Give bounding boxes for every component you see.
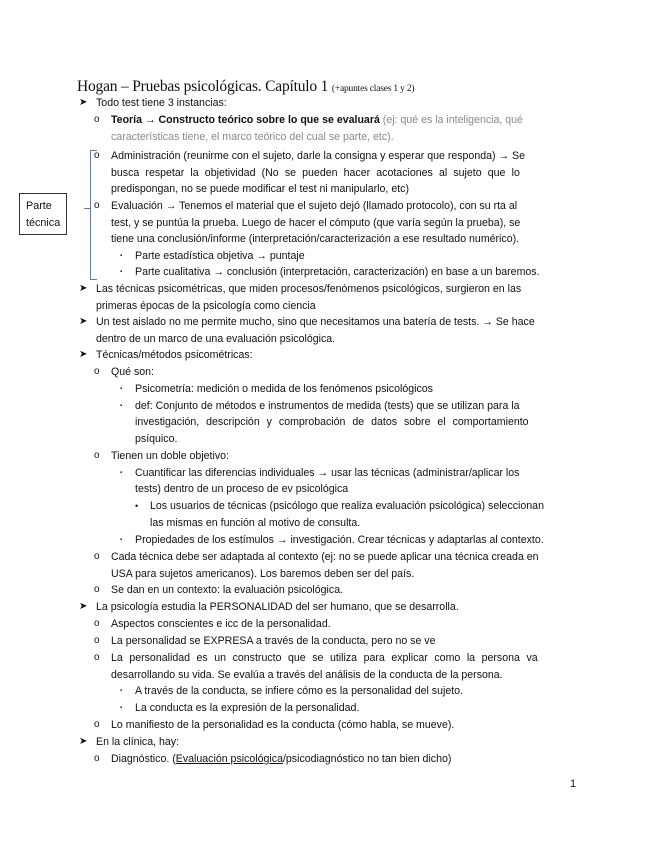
list-item-teoria (111, 112, 579, 145)
arrow-bullet-icon: ➤ (79, 97, 88, 108)
list-item: Todo test tiene 3 instancias: (96, 97, 227, 109)
list-item-cont: tests) dentro de un proceso de ev psicológica (135, 483, 349, 495)
circle-bullet-icon: o (94, 150, 100, 161)
title-main: Hogan – Pruebas psicológicas. Capítulo 1 (77, 78, 329, 95)
circle-bullet-icon: o (94, 450, 100, 461)
list-item: Propiedades de los estímulos → investigación. Crear técnicas y adaptarlas al contexto. (135, 534, 544, 546)
list-item: Se dan en un contexto: la evaluación psicológica. (111, 584, 344, 596)
list-item-cont: desarrollando su vida. Se evalúa a través del análisis de la conducta de la persona. (111, 669, 503, 681)
list-item-cont: investigación, descripción y comprobación de datos sobre el comportamiento (135, 416, 529, 428)
square-bullet-icon: ▪ (120, 705, 123, 711)
circle-bullet-icon: o (94, 551, 100, 562)
circle-bullet-icon: o (94, 719, 100, 730)
list-item-cont: primeras épocas de la psicología como ciencia (96, 300, 316, 312)
teoria-gray: (ej: qué es la inteligencia, qué (379, 114, 523, 126)
list-item: Las técnicas psicométricas, que miden procesos/fenómenos psicológicos, surgieron en las (96, 283, 522, 295)
circle-bullet-icon: o (94, 584, 100, 595)
circle-bullet-icon: o (94, 753, 100, 764)
list-item: La psicología estudia la PERSONALIDAD del ser humano, que se desarrolla. (96, 601, 459, 613)
document-title (77, 78, 414, 96)
list-item: Los usuarios de técnicas (psicólogo que realiza evaluación psicológica) seleccionan (150, 500, 544, 512)
dot-bullet-icon: • (135, 501, 139, 511)
square-bullet-icon: ▪ (120, 470, 123, 476)
circle-bullet-icon: o (94, 635, 100, 646)
list-item: En la clínica, hay: (96, 736, 180, 748)
square-bullet-icon: ▪ (120, 688, 123, 694)
arrow-bullet-icon: ➤ (79, 349, 88, 360)
list-item: Cuantificar las diferencias individuales → usar las técnicas (administrar/aplicar los (135, 467, 520, 479)
box-line-2: técnica (26, 217, 61, 229)
circle-bullet-icon: o (94, 366, 100, 377)
list-item: Lo manifiesto de la personalidad es la conducta (cómo habla, se mueve). (111, 719, 455, 731)
title-note: (+apuntes clases 1 y 2) (331, 84, 415, 94)
square-bullet-icon: ▪ (120, 386, 123, 392)
list-item: A través de la conducta, se infiere cómo es la personalidad del sujeto. (135, 685, 464, 697)
circle-bullet-icon: o (94, 200, 100, 211)
list-item-cont: busca respetar la objetividad (No se pueden hacer acotaciones al sujeto que lo (111, 167, 520, 179)
list-item: Parte cualitativa → conclusión (interpretación, caracterización) en base a un baremos. (135, 266, 540, 278)
list-item: Evaluación → Tenemos el material que el sujeto dejó (llamado protocolo), con su rta al (111, 200, 518, 212)
list-item-cont: dentro de un marco de una evaluación psicológica. (96, 333, 336, 345)
list-item: Tienen un doble objetivo: (111, 450, 229, 462)
square-bullet-icon: ▪ (120, 537, 123, 543)
list-item-cont: predispongan, no se puede modificar el test ni manipularlo, etc) (111, 183, 409, 195)
list-item: Qué son: (111, 366, 154, 378)
list-item-cont: las mismas en función al motivo de consulta. (150, 517, 361, 529)
list-item: Aspectos conscientes e icc de la personalidad. (111, 618, 331, 630)
arrow-bullet-icon: ➤ (79, 601, 88, 612)
list-item: La personalidad se EXPRESA a través de la conducta, pero no se ve (111, 635, 436, 647)
evaluacion-psicologica-underlined: Evaluación psicológica (175, 753, 283, 765)
list-item-cont: test, y se puntúa la prueba. Luego de hacer el cómputo (que varía según la prueba), se (111, 217, 521, 229)
square-bullet-icon: ▪ (120, 269, 123, 275)
list-item: Técnicas/métodos psicométricas: (96, 349, 253, 361)
circle-bullet-icon: o (94, 618, 100, 629)
page-number: 1 (570, 778, 577, 790)
list-item: def: Conjunto de métodos e instrumentos de medida (tests) que se utilizan para la (135, 400, 520, 412)
bracket-connector (90, 150, 97, 280)
list-item: Cada técnica debe ser adaptada al contexto (ej: no se puede aplicar una técnica creada en (111, 551, 539, 563)
list-item: La conducta es la expresión de la personalidad. (135, 702, 360, 714)
list-item-diagnostico (111, 751, 451, 768)
arrow-bullet-icon: ➤ (79, 316, 88, 327)
list-item-cont: USA para sujetos americanos). Los baremos deben ser del país. (111, 568, 415, 580)
list-item: Administración (reunirme con el sujeto, darle la consigna y esperar que responda) → Se (111, 150, 525, 162)
circle-bullet-icon: o (94, 652, 100, 663)
list-item: Un test aislado no me permite mucho, sino que necesitamos una batería de tests. → Se hace (96, 316, 535, 328)
teoria-gray-2: características tiene, el marco teórico del cual se parte, etc). (111, 130, 394, 143)
list-item-cont: psíquico. (135, 433, 178, 445)
square-bullet-icon: ▪ (120, 253, 123, 259)
list-item-cont: tiene una conclusión/informe (interpretación/caracterización a ese resultado numérico). (111, 233, 520, 245)
teoria-bold: Teoría → Constructo teórico sobre lo que se evaluará (111, 114, 380, 126)
list-item: Psicometría: medición o medida de los fenómenos psicológicos (135, 383, 433, 395)
arrow-bullet-icon: ➤ (79, 736, 88, 747)
list-item: La personalidad es un constructo que se utiliza para explicar como la persona va (111, 652, 538, 664)
square-bullet-icon: ▪ (120, 403, 123, 409)
bracket-tick (84, 208, 90, 209)
box-line-1: Parte (26, 200, 52, 212)
list-item: Parte estadística objetiva → puntaje (135, 250, 305, 262)
parte-tecnica-box (19, 193, 67, 235)
diagnostico-text: Diagnóstico. ( (111, 753, 176, 765)
circle-bullet-icon: o (94, 114, 100, 125)
arrow-bullet-icon: ➤ (79, 283, 88, 294)
diagnostico-text-end: /psicodiagnóstico no tan bien dicho) (282, 753, 452, 765)
